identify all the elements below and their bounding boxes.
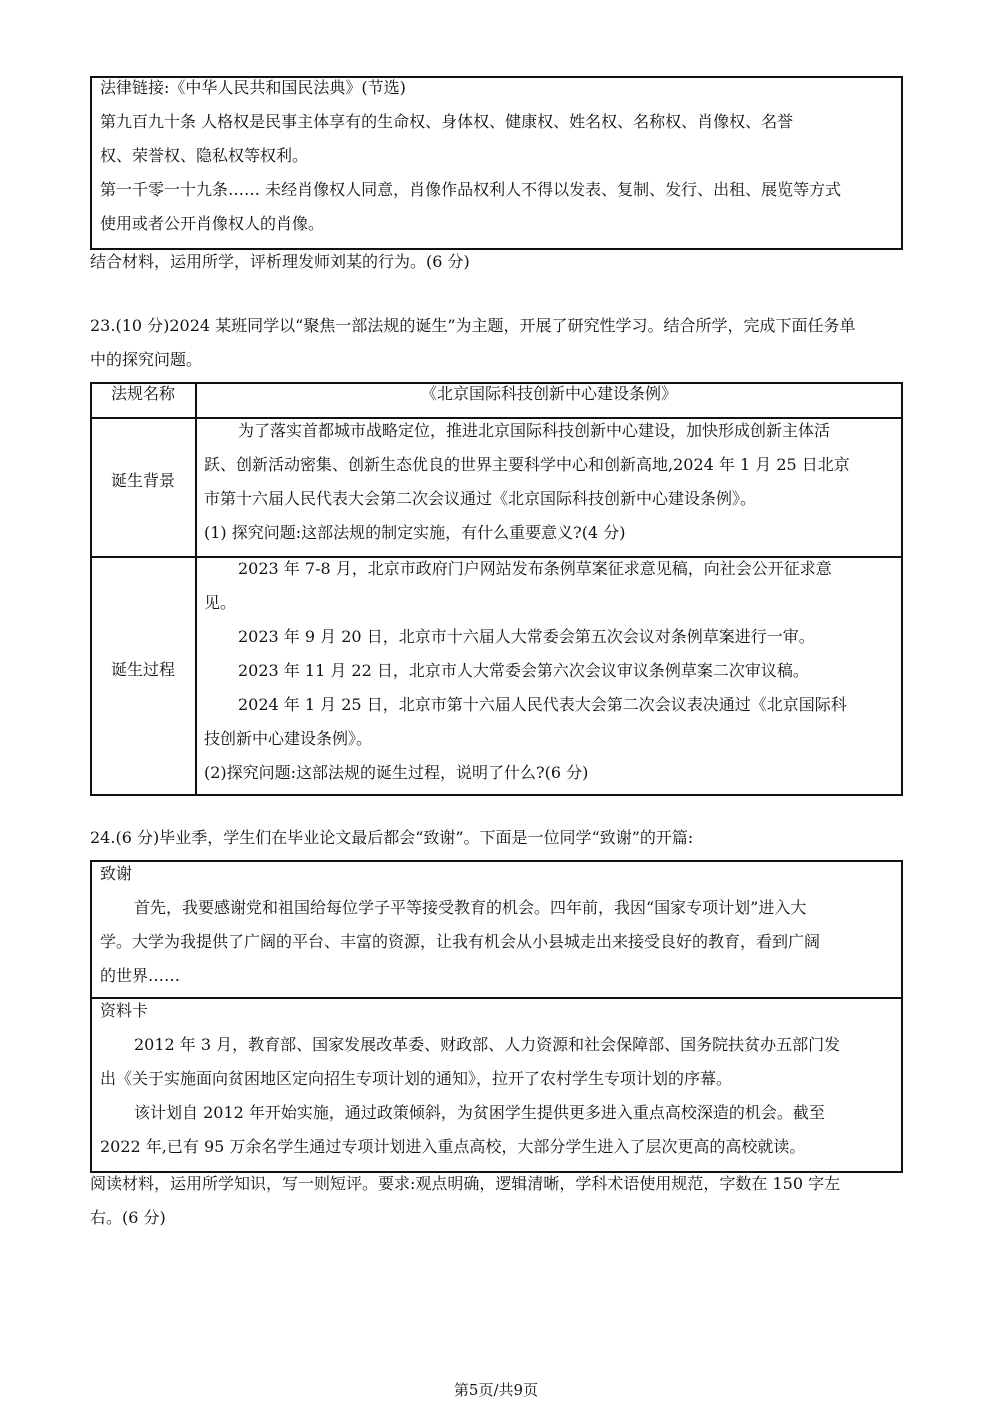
card-line-3: 该计划自 2012 年开始实施，通过政策倾斜，为贫困学生提供更多进入重点高校深造的机会。截至 bbox=[134, 1103, 825, 1122]
article-990-line1: 第九百九十条 人格权是民事主体享有的生命权、身体权、健康权、姓名权、名称权、肖像权、名誉 bbox=[100, 112, 794, 131]
process-line-3: 2023 年 9 月 20 日，北京市十六届人大常委会第五次会议对条例草案进行一审。 bbox=[238, 627, 815, 646]
thanks-line-2: 学。大学为我提供了广阔的平台、丰富的资源，让我有机会从小县城走出来接受良好的教育，看到广阔 bbox=[100, 932, 821, 951]
page-number: 第5页/共9页 bbox=[453, 1381, 539, 1399]
process-line-4: 2023 年 11 月 22 日，北京市人大常委会第六次会议审议条例草案二次审议稿。 bbox=[238, 661, 809, 680]
background-question: (1) 探究问题:这部法规的制定实施，有什么重要意义?(4 分) bbox=[204, 523, 626, 542]
q24-intro: 24.(6 分)毕业季，学生们在毕业论文最后都会“致谢”。下面是一位同学“致谢”的开篇: bbox=[90, 828, 694, 847]
thanks-line-1: 首先，我要感谢党和祖国给每位学子平等接受教育的机会。四年前，我因“国家专项计划”进入大 bbox=[134, 898, 807, 917]
law-excerpt-title: 法律链接:《中华人民共和国民法典》(节选) bbox=[100, 78, 406, 97]
q24-question-line1: 阅读材料，运用所学知识，写一则短评。要求:观点明确，逻辑清晰，学科术语使用规范，字数在 150 字左 bbox=[90, 1174, 841, 1193]
thanks-card-divider bbox=[90, 997, 903, 999]
thanks-line-3: 的世界…… bbox=[100, 966, 181, 985]
card-line-4: 2022 年,已有 95 万余名学生通过专项计划进入重点高校，大部分学生进入了层次更高的高校就读。 bbox=[100, 1137, 806, 1156]
table-column-divider bbox=[195, 382, 197, 796]
article-1019-line2: 使用或者公开肖像权人的肖像。 bbox=[100, 214, 325, 233]
process-line-5: 2024 年 1 月 25 日，北京市第十六届人民代表大会第二次会议表决通过《北京国际科 bbox=[238, 695, 847, 714]
background-line-1: 为了落实首都城市战略定位，推进北京国际科技创新中心建设，加快形成创新主体活 bbox=[238, 421, 831, 440]
article-1019-line1: 第一千零一十九条…… 未经肖像权人同意，肖像作品权利人不得以发表、复制、发行、出租、展览等方式 bbox=[100, 180, 842, 199]
process-line-6: 技创新中心建设条例》。 bbox=[204, 729, 373, 748]
article-990-line2: 权、荣誉权、隐私权等权利。 bbox=[100, 146, 309, 165]
row-label-process: 诞生过程 bbox=[110, 660, 175, 679]
row-label-name: 法规名称 bbox=[110, 384, 175, 403]
q24-question-line2: 右。(6 分) bbox=[90, 1208, 166, 1227]
q22-question: 结合材料，运用所学，评析理发师刘某的行为。(6 分) bbox=[90, 252, 470, 271]
card-line-1: 2012 年 3 月，教育部、国家发展改革委、财政部、人力资源和社会保障部、国务院扶贫办五部门发 bbox=[134, 1035, 841, 1054]
process-question: (2)探究问题:这部法规的诞生过程，说明了什么?(6 分) bbox=[204, 763, 589, 782]
card-line-2: 出《关于实施面向贫困地区定向招生专项计划的通知》，拉开了农村学生专项计划的序幕。 bbox=[100, 1069, 733, 1088]
q23-intro-line2: 中的探究问题。 bbox=[90, 350, 203, 369]
process-line-2: 见。 bbox=[204, 593, 237, 612]
row-label-background: 诞生背景 bbox=[110, 471, 175, 490]
row-value-name: 《北京国际科技创新中心建设条例》 bbox=[420, 384, 677, 403]
thanks-title: 致谢 bbox=[100, 864, 133, 883]
background-line-3: 市第十六届人民代表大会第二次会议通过《北京国际科技创新中心建设条例》。 bbox=[204, 489, 757, 508]
q23-intro-line1: 23.(10 分)2024 某班同学以“聚焦一部法规的诞生”为主题，开展了研究性学习。结合所学，完成下面任务单 bbox=[90, 316, 856, 335]
card-title: 资料卡 bbox=[100, 1001, 149, 1020]
background-line-2: 跃、创新活动密集、创新生态优良的世界主要科学中心和创新高地,2024 年 1 月 25 日北京 bbox=[204, 455, 850, 474]
process-line-1: 2023 年 7-8 月，北京市政府门户网站发布条例草案征求意见稿，向社会公开征求意 bbox=[238, 559, 832, 578]
